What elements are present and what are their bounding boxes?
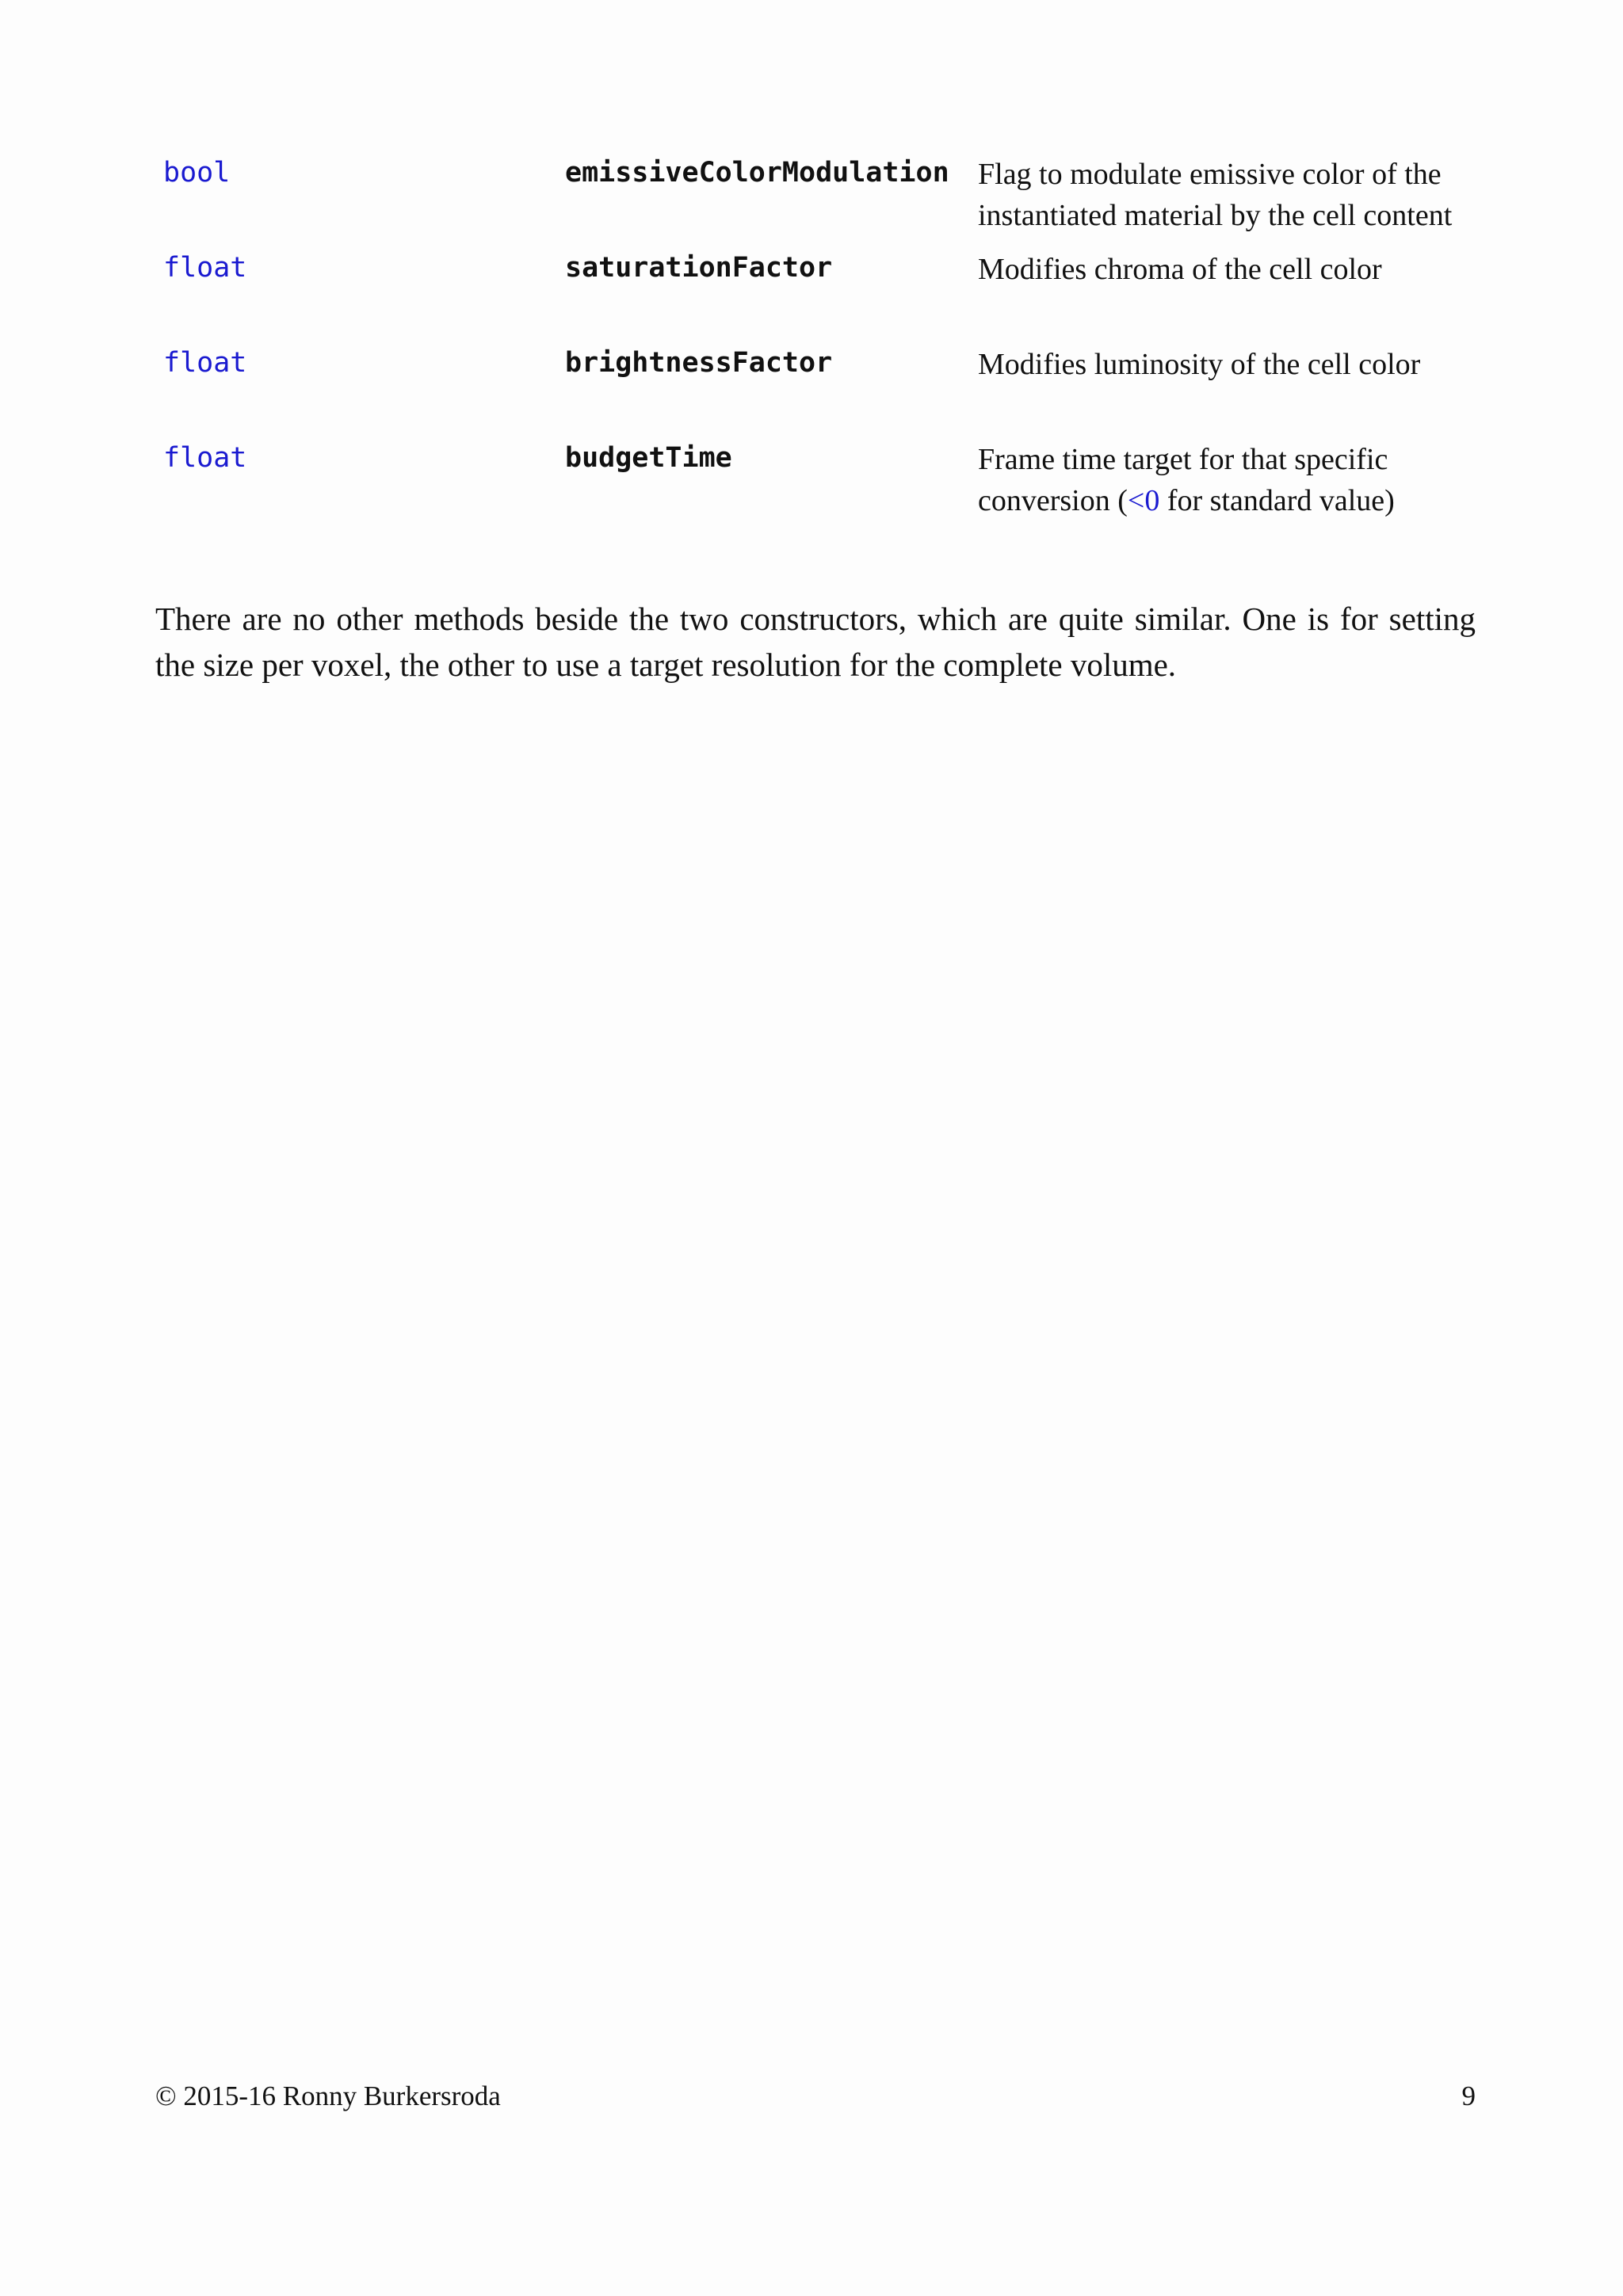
page-number: 9	[1461, 2081, 1476, 2111]
description-text: conversion (	[978, 484, 1128, 517]
description-line: Modifies chroma of the cell color	[978, 253, 1382, 286]
copyright-notice: © 2015-16 Ronny Burkersroda	[155, 2081, 501, 2111]
description-line: instantiated material by the cell content	[978, 199, 1453, 232]
description-line: Flag to modulate emissive color of the	[978, 158, 1442, 191]
parameter-description	[978, 344, 1477, 385]
parameter-name: emissiveColorModulation	[565, 157, 949, 189]
parameter-type: float	[163, 442, 247, 474]
description-line	[978, 480, 1477, 521]
description-line: Modifies luminosity of the cell color	[978, 348, 1421, 381]
parameter-type: float	[163, 252, 247, 284]
page-footer	[155, 2076, 1476, 2117]
parameter-row-saturation-factor	[163, 247, 1482, 342]
inline-code: <0	[1127, 484, 1160, 517]
parameter-name: brightnessFactor	[565, 347, 833, 379]
parameter-description	[978, 439, 1477, 521]
parameter-description	[978, 249, 1477, 290]
parameter-name: budgetTime	[565, 442, 732, 474]
parameter-row-emissive-color-modulation	[163, 152, 1482, 247]
parameter-name: saturationFactor	[565, 252, 833, 284]
body-paragraph: There are no other methods beside the two constructors, which are quite similar. One is for setting the size per voxel, the other to use a target resolution for the complete volume.	[155, 601, 1476, 683]
parameter-description	[978, 154, 1477, 236]
parameter-type: float	[163, 347, 247, 379]
description-line: Frame time target for that specific	[978, 443, 1388, 476]
parameter-type: bool	[163, 157, 231, 189]
description-text: for standard value)	[1159, 484, 1395, 517]
parameter-row-budget-time	[163, 437, 1482, 532]
parameter-table	[163, 152, 1482, 532]
parameter-row-brightness-factor	[163, 342, 1482, 437]
